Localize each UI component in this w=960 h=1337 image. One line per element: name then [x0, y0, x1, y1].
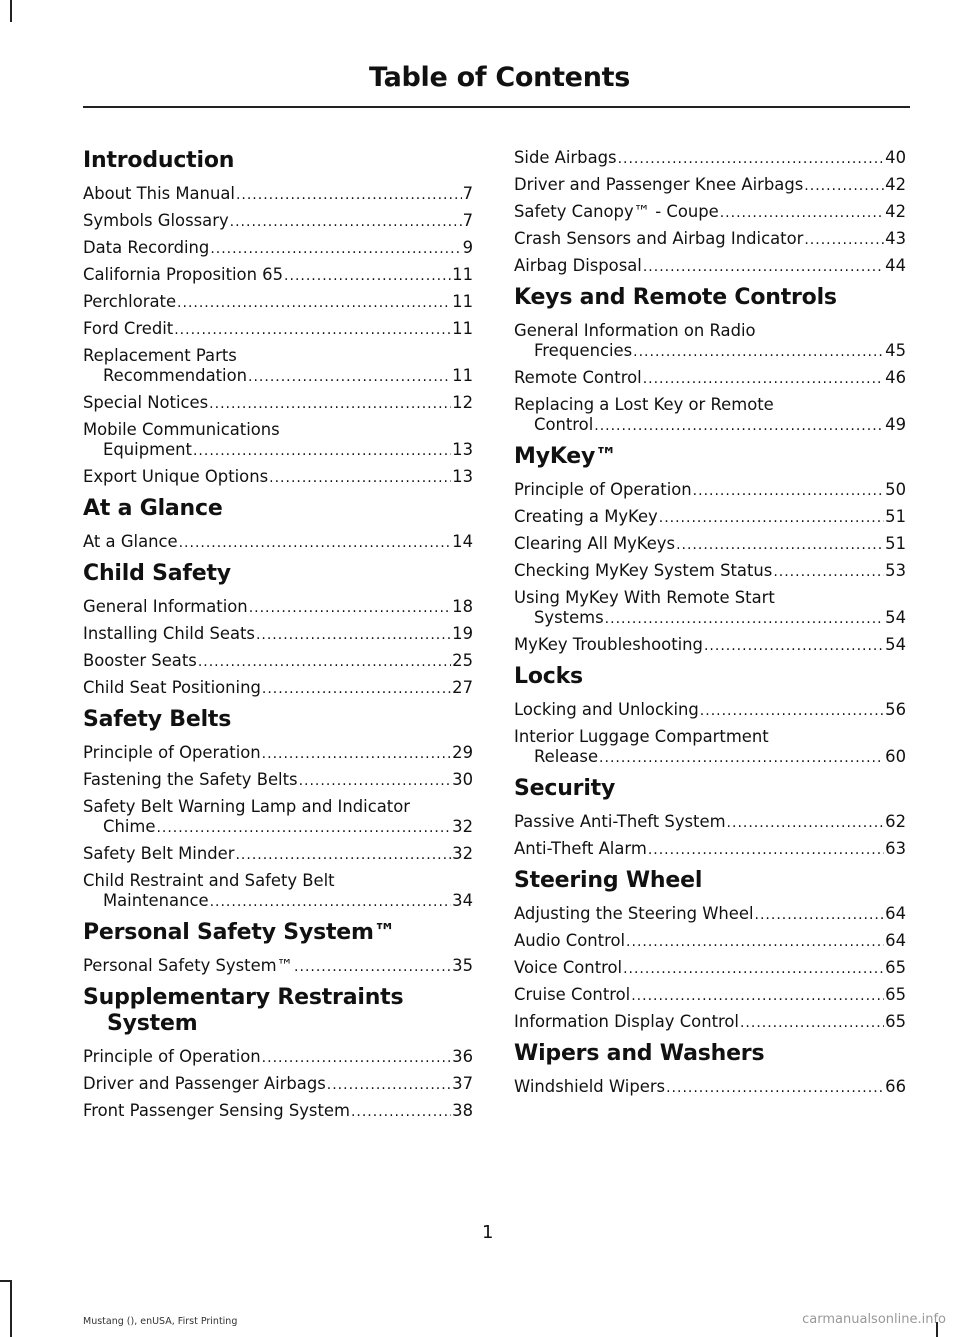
dot-leader: [230, 212, 462, 232]
section-title: [83, 561, 473, 587]
toc-entry-text: Driver and Passenger Airbags: [83, 1074, 326, 1093]
toc-entry[interactable]: [514, 202, 906, 223]
toc-entry[interactable]: [83, 184, 473, 205]
dot-leader: [210, 892, 452, 912]
toc-entry-page: 37: [452, 1074, 473, 1093]
dot-leader: [704, 636, 884, 656]
toc-entry[interactable]: [83, 956, 473, 977]
dot-leader: [299, 771, 452, 791]
toc-entry[interactable]: [83, 393, 473, 414]
toc-entry-page: 25: [452, 651, 473, 670]
section-title: [83, 707, 473, 733]
toc-entry-text: Driver and Passenger Knee Airbags: [514, 175, 804, 194]
toc-section: [83, 707, 473, 912]
toc-entry-page: 32: [452, 817, 473, 836]
toc-entry-page: 18: [452, 597, 473, 616]
toc-entry[interactable]: [83, 597, 473, 618]
toc-entry[interactable]: [83, 624, 473, 645]
toc-entry-page: 43: [885, 229, 906, 248]
toc-entry[interactable]: [514, 700, 906, 721]
toc-entry-text: Ford Credit: [83, 319, 174, 338]
toc-entry-text: Principle of Operation: [83, 1047, 261, 1066]
toc-entry-page: 65: [885, 958, 906, 977]
toc-entry[interactable]: [83, 532, 473, 553]
toc-entry-page: 62: [885, 812, 906, 831]
toc-entry[interactable]: [514, 321, 906, 362]
section-title-text: Locks: [514, 664, 583, 689]
toc-entry-page: 64: [885, 931, 906, 950]
section-title-text: Supplementary Restraints: [83, 985, 404, 1010]
toc-entry-text: Audio Control: [514, 931, 626, 950]
dot-leader: [179, 533, 452, 553]
toc-entry[interactable]: [83, 1074, 473, 1095]
toc-entry-text: At a Glance: [83, 532, 178, 551]
toc-entry-page: 65: [885, 985, 906, 1004]
dot-leader: [198, 652, 451, 672]
toc-entry-page: 29: [452, 743, 473, 762]
toc-entry[interactable]: [83, 238, 473, 259]
toc-entry-text-cont: Control: [534, 415, 594, 434]
dot-leader: [294, 957, 451, 977]
section-title-text: Steering Wheel: [514, 868, 703, 893]
toc-entry-text-cont: Release: [534, 747, 599, 766]
toc-entry-text: Checking MyKey System Status: [514, 561, 773, 580]
dot-leader: [727, 813, 885, 833]
dot-leader: [193, 441, 451, 461]
toc-entry-text-cont: Equipment: [103, 440, 192, 459]
toc-entry-text: Passive Anti-Theft System: [514, 812, 726, 831]
dot-leader: [327, 1075, 451, 1095]
toc-entry-page: 35: [452, 956, 473, 975]
dot-leader: [693, 481, 884, 501]
section-title-text: Introduction: [83, 148, 235, 173]
toc-entry-text: About This Manual: [83, 184, 235, 203]
crop-mark-bottom-left-h: [0, 1280, 12, 1282]
dot-leader: [804, 230, 884, 250]
toc-entry-page: 30: [452, 770, 473, 789]
toc-entry-text: MyKey Troubleshooting: [514, 635, 703, 654]
toc-entry[interactable]: [514, 480, 906, 501]
dot-leader: [676, 535, 884, 555]
toc-entry-page: 11: [452, 366, 473, 385]
toc-entry[interactable]: [514, 561, 906, 582]
toc-entry-page: 14: [452, 532, 473, 551]
dot-leader: [666, 1078, 884, 1098]
toc-entry-text-cont: Maintenance: [103, 891, 209, 910]
toc-right-column: [514, 140, 906, 1104]
toc-entry-text-cont: Chime: [103, 817, 156, 836]
toc-section: [514, 444, 906, 656]
dot-leader: [633, 342, 884, 362]
dot-leader: [177, 293, 451, 313]
toc-section: [83, 920, 473, 977]
toc-entry[interactable]: [514, 985, 906, 1006]
section-title-text: Wipers and Washers: [514, 1041, 765, 1066]
toc-entry[interactable]: [83, 871, 473, 912]
toc-entry[interactable]: [83, 420, 473, 461]
toc-entry-page: 44: [885, 256, 906, 275]
toc-entry-text: Principle of Operation: [83, 743, 261, 762]
dot-leader: [262, 1048, 451, 1068]
toc-entry-page: 60: [885, 747, 906, 766]
toc-entry-text: Perchlorate: [83, 292, 177, 311]
toc-section: [514, 148, 906, 277]
toc-section: [83, 985, 473, 1122]
toc-entry-page: 54: [885, 608, 906, 627]
section-title: [514, 444, 906, 470]
toc-entry[interactable]: [83, 346, 473, 387]
toc-entry-text-cont: Recommendation: [103, 366, 248, 385]
dot-leader: [626, 932, 884, 952]
section-title: [514, 776, 906, 802]
section-title-text: Keys and Remote Controls: [514, 285, 837, 310]
toc-entry-page: 12: [452, 393, 473, 412]
toc-entry-text: Adjusting the Steering Wheel: [514, 904, 754, 923]
toc-entry-text: Symbols Glossary: [83, 211, 229, 230]
toc-entry[interactable]: [514, 588, 906, 629]
section-title-text: Personal Safety System™: [83, 920, 396, 945]
toc-entry-page: 13: [452, 440, 473, 459]
toc-entry[interactable]: [514, 1077, 906, 1098]
toc-entry-page: 11: [452, 265, 473, 284]
toc-entry-page: 40: [885, 148, 906, 167]
toc-entry-page: 42: [885, 175, 906, 194]
crop-mark-top-left: [10, 0, 12, 22]
toc-entry-page: 53: [885, 561, 906, 580]
toc-section: [514, 776, 906, 860]
section-title-text: Child Safety: [83, 561, 231, 586]
toc-entry-text: Personal Safety System™: [83, 956, 294, 975]
toc-entry-text: Airbag Disposal: [514, 256, 642, 275]
toc-entry-text: Mobile Communications: [83, 420, 280, 439]
toc-entry[interactable]: [514, 812, 906, 833]
toc-entry-text: Crash Sensors and Airbag Indicator: [514, 229, 804, 248]
toc-entry-text: Child Seat Positioning: [83, 678, 261, 697]
toc-entry[interactable]: [83, 467, 473, 488]
toc-entry-text: Fastening the Safety Belts: [83, 770, 298, 789]
toc-entry-page: 7: [462, 184, 473, 203]
section-title-text: MyKey™: [514, 444, 617, 469]
dot-leader: [248, 367, 451, 387]
page-header: [83, 58, 910, 108]
toc-entry-page: 51: [885, 534, 906, 553]
toc-entry-text: Safety Belt Warning Lamp and Indicator: [83, 797, 410, 816]
toc-entry-page: 19: [452, 624, 473, 643]
toc-entry[interactable]: [83, 770, 473, 791]
toc-entry-page: 54: [885, 635, 906, 654]
toc-entry[interactable]: [514, 368, 906, 389]
toc-entry[interactable]: [514, 395, 906, 436]
toc-entry-page: 27: [452, 678, 473, 697]
dot-leader: [594, 416, 884, 436]
toc-entry-page: 49: [885, 415, 906, 434]
dot-leader: [284, 266, 451, 286]
toc-entry-text: Safety Canopy™ - Coupe: [514, 202, 719, 221]
toc-entry-text: Replacing a Lost Key or Remote: [514, 395, 774, 414]
section-title-text: At a Glance: [83, 496, 223, 521]
dot-leader: [599, 748, 884, 768]
dot-leader: [648, 840, 884, 860]
toc-entry[interactable]: [83, 265, 473, 286]
toc-entry-page: 64: [885, 904, 906, 923]
toc-entry-text: Using MyKey With Remote Start: [514, 588, 775, 607]
dot-leader: [623, 959, 884, 979]
toc-entry-text: Creating a MyKey: [514, 507, 658, 526]
toc-entry[interactable]: [514, 1012, 906, 1033]
dot-leader: [210, 239, 461, 259]
dot-leader: [618, 149, 885, 169]
toc-entry-text: Remote Control: [514, 368, 642, 387]
section-title-text: Safety Belts: [83, 707, 232, 732]
dot-leader: [209, 394, 451, 414]
toc-entry-page: 13: [452, 467, 473, 486]
toc-entry-page: 42: [885, 202, 906, 221]
toc-entry-text: General Information on Radio: [514, 321, 756, 340]
toc-entry-page: 38: [452, 1101, 473, 1120]
dot-leader: [740, 1013, 884, 1033]
watermark: carmanualsonline.info: [802, 1312, 946, 1327]
toc-entry-text: Information Display Control: [514, 1012, 739, 1031]
toc-entry-text: Principle of Operation: [514, 480, 692, 499]
toc-entry-page: 11: [452, 319, 473, 338]
toc-entry[interactable]: [83, 1047, 473, 1068]
toc-entry-page: 36: [452, 1047, 473, 1066]
dot-leader: [236, 185, 462, 205]
toc-entry[interactable]: [514, 635, 906, 656]
toc-section: [83, 496, 473, 553]
dot-leader: [156, 818, 451, 838]
dot-leader: [643, 257, 884, 277]
section-title: [83, 985, 473, 1037]
toc-entry-text: Special Notices: [83, 393, 209, 412]
toc-entry-text: Locking and Unlocking: [514, 700, 699, 719]
dot-leader: [235, 845, 451, 865]
toc-entry[interactable]: [514, 175, 906, 196]
toc-entry-text: California Proposition 65: [83, 265, 284, 284]
toc-entry-page: 50: [885, 480, 906, 499]
toc-entry-page: 11: [452, 292, 473, 311]
dot-leader: [659, 508, 884, 528]
dot-leader: [269, 468, 451, 488]
section-title: [83, 920, 473, 946]
toc-entry[interactable]: [514, 904, 906, 925]
toc-left-column: [83, 140, 473, 1128]
toc-entry-text: Side Airbags: [514, 148, 617, 167]
toc-entry[interactable]: [514, 931, 906, 952]
toc-entry-text: Data Recording: [83, 238, 210, 257]
toc-entry[interactable]: [83, 651, 473, 672]
toc-entry[interactable]: [83, 797, 473, 838]
toc-entry[interactable]: [514, 727, 906, 768]
section-title-text: Security: [514, 776, 616, 801]
toc-entry-page: 7: [462, 211, 473, 230]
toc-entry-text: Voice Control: [514, 958, 623, 977]
section-title: [514, 868, 906, 894]
dot-leader: [249, 598, 451, 618]
toc-entry-page: 56: [885, 700, 906, 719]
section-title: [83, 496, 473, 522]
dot-leader: [643, 369, 884, 389]
toc-entry-text: Interior Luggage Compartment: [514, 727, 769, 746]
toc-entry[interactable]: [83, 678, 473, 699]
toc-entry-text-cont: Frequencies: [534, 341, 633, 360]
dot-leader: [605, 609, 884, 629]
toc-section: [514, 285, 906, 436]
dot-leader: [700, 701, 884, 721]
toc-section: [514, 664, 906, 768]
section-title: [514, 285, 906, 311]
toc-entry[interactable]: [514, 256, 906, 277]
toc-entry-page: 34: [452, 891, 473, 910]
toc-entry[interactable]: [514, 148, 906, 169]
toc-entry[interactable]: [514, 507, 906, 528]
dot-leader: [262, 744, 451, 764]
toc-section: [83, 561, 473, 699]
section-title: [83, 148, 473, 174]
toc-entry[interactable]: [83, 1101, 473, 1122]
toc-entry[interactable]: [83, 844, 473, 865]
dot-leader: [631, 986, 884, 1006]
toc-entry-text: Replacement Parts: [83, 346, 237, 365]
toc-entry-text: Child Restraint and Safety Belt: [83, 871, 335, 890]
toc-entry-text: Front Passenger Sensing System: [83, 1101, 350, 1120]
page-title: Table of Contents: [368, 62, 630, 93]
toc-entry[interactable]: [83, 743, 473, 764]
toc-entry-text: General Information: [83, 597, 248, 616]
toc-entry-text: Cruise Control: [514, 985, 631, 1004]
toc-entry-text: Windshield Wipers: [514, 1077, 666, 1096]
toc-entry[interactable]: [514, 839, 906, 860]
dot-leader: [351, 1102, 451, 1122]
toc-entry-text: Anti-Theft Alarm: [514, 839, 647, 858]
footer-text: Mustang (), enUSA, First Printing: [83, 1316, 238, 1327]
toc-entry-page: 32: [452, 844, 473, 863]
toc-entry-text: Installing Child Seats: [83, 624, 255, 643]
toc-section: [514, 1041, 906, 1098]
toc-entry-text: Safety Belt Minder: [83, 844, 235, 863]
dot-leader: [720, 203, 884, 223]
toc-section: [83, 148, 473, 488]
section-title: [514, 1041, 906, 1067]
toc-entry-page: 51: [885, 507, 906, 526]
toc-entry-text-cont: Systems: [534, 608, 604, 627]
toc-entry-page: 46: [885, 368, 906, 387]
dot-leader: [262, 679, 451, 699]
toc-entry-page: 45: [885, 341, 906, 360]
dot-leader: [174, 320, 451, 340]
dot-leader: [755, 905, 885, 925]
toc-entry[interactable]: [83, 319, 473, 340]
page-number: 1: [482, 1222, 494, 1243]
dot-leader: [773, 562, 884, 582]
toc-entry-page: 9: [462, 238, 473, 257]
toc-entry-page: 66: [885, 1077, 906, 1096]
toc-entry[interactable]: [514, 229, 906, 250]
toc-entry-text: Clearing All MyKeys: [514, 534, 676, 553]
toc-entry-text: Booster Seats: [83, 651, 197, 670]
section-title: [514, 664, 906, 690]
dot-leader: [804, 176, 884, 196]
toc-entry-page: 63: [885, 839, 906, 858]
toc-entry[interactable]: [83, 292, 473, 313]
toc-entry-text: Export Unique Options: [83, 467, 269, 486]
toc-entry[interactable]: [514, 958, 906, 979]
toc-entry-page: 65: [885, 1012, 906, 1031]
section-title-text-cont: System: [107, 1011, 198, 1036]
crop-mark-bottom-left: [10, 1280, 12, 1337]
toc-section: [514, 868, 906, 1033]
toc-entry[interactable]: [514, 534, 906, 555]
toc-entry[interactable]: [83, 211, 473, 232]
dot-leader: [256, 625, 451, 645]
